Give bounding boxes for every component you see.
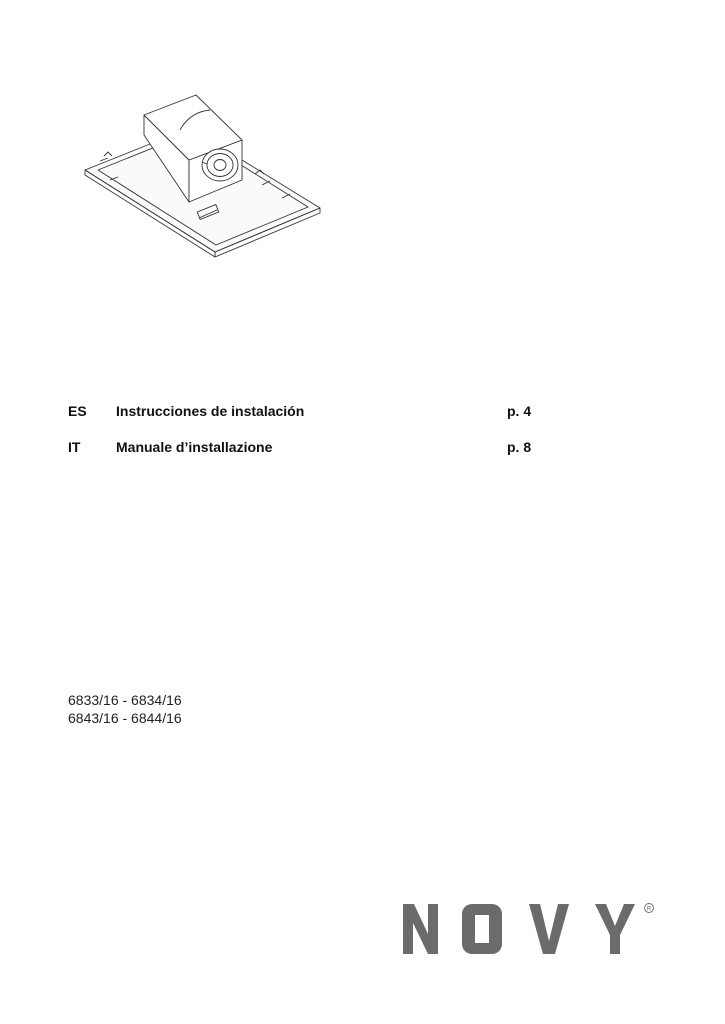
toc-language-code: IT [68, 439, 81, 455]
toc-page-number: p. 4 [507, 403, 532, 419]
toc-title: Instrucciones de instalación [116, 403, 305, 419]
toc-page-number: p. 8 [507, 439, 532, 455]
model-number-line: 6833/16 - 6834/16 [68, 692, 182, 708]
toc-entry-es [68, 403, 538, 439]
model-numbers [68, 691, 182, 727]
toc-entry-it [68, 439, 538, 475]
toc-title: Manuale d’installazione [116, 439, 273, 455]
svg-text:R: R [646, 906, 652, 913]
table-of-contents [68, 403, 538, 475]
cooker-hood-unit-illustration [70, 90, 345, 260]
novy-logo [400, 898, 660, 958]
model-number-line: 6843/16 - 6844/16 [68, 710, 182, 726]
toc-language-code: ES [68, 403, 87, 419]
